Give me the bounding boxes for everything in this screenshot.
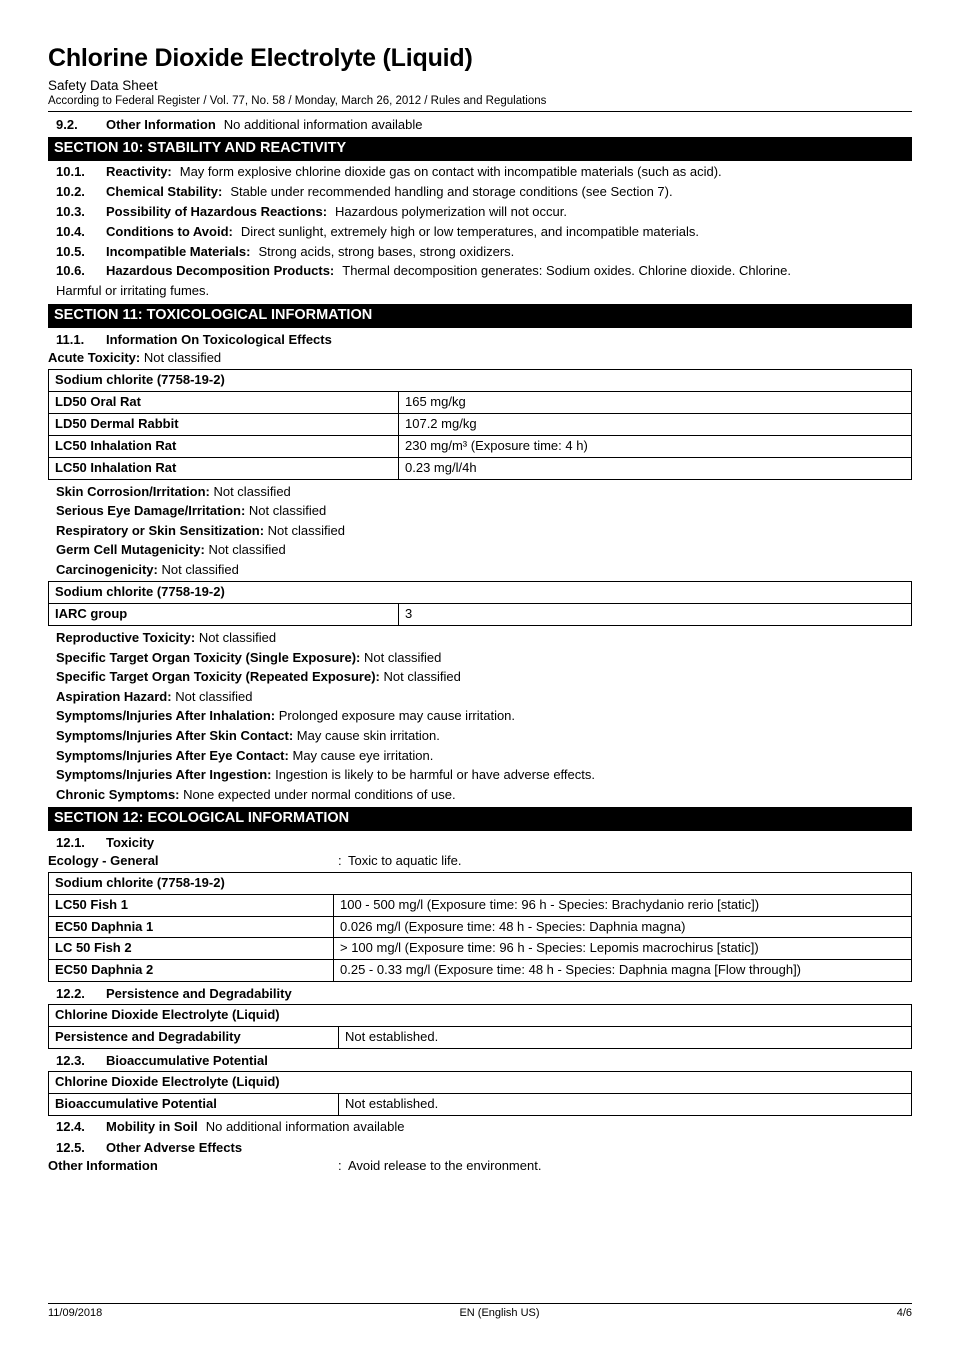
item-9-2-label: Other Information [106, 116, 216, 132]
item-12-1-number: 12.1. [56, 834, 85, 850]
item-9-2-number: 9.2. [56, 116, 78, 132]
table-row [49, 457, 912, 479]
footer-date: 11/09/2018 [48, 1307, 103, 1319]
ecology-general-colon: : [338, 852, 342, 868]
section-10-header: SECTION 10: STABILITY AND REACTIVITY [48, 137, 912, 161]
stot-single-label: Specific Target Organ Toxicity (Single Exposure): [56, 649, 361, 665]
item-12-2-label: Persistence and Degradability [106, 986, 292, 1002]
footer-page-number: 4/6 [896, 1307, 912, 1319]
aspiration-hazard-row [48, 688, 912, 706]
item-11-1-number: 11.1. [56, 331, 85, 347]
item-10-6-number: 10.6. [56, 263, 85, 279]
item-12-5 [48, 1140, 912, 1155]
regulation-reference: According to Federal Register / Vol. 77, No. 58 / Monday, March 26, 2012 / Rules and Regulations [48, 94, 547, 107]
item-12-2-number: 12.2. [56, 986, 85, 1002]
symptoms-eye-row [48, 747, 912, 765]
chronic-symptoms-label: Chronic Symptoms: [56, 786, 180, 802]
chronic-symptoms-row [48, 786, 912, 804]
item-12-4-number: 12.4. [56, 1118, 85, 1134]
sensitization-value: Not classified [267, 522, 345, 538]
item-10-5 [48, 244, 912, 261]
table-row [49, 894, 912, 916]
item-10-2-label: Chemical Stability: [106, 183, 223, 199]
table-cell-key: Bioaccumulative Potential [49, 1093, 339, 1115]
acute-toxicity-row [48, 349, 912, 367]
other-information-colon: : [338, 1157, 342, 1173]
item-10-6 [48, 263, 912, 280]
table-cell-value: > 100 mg/l (Exposure time: 96 h - Species: Lepomis macrochirus [static]) [334, 938, 912, 960]
table-row [49, 392, 912, 414]
item-12-4-value: No additional information available [205, 1118, 405, 1134]
item-12-5-label: Other Adverse Effects [106, 1139, 243, 1155]
ecology-general-value: Toxic to aquatic life. [348, 852, 462, 868]
iarc-table-caption: Sodium chlorite (7758-19-2) [49, 582, 912, 604]
item-10-6-label: Hazardous Decomposition Products: [106, 263, 335, 279]
aspiration-hazard-label: Aspiration Hazard: [56, 688, 172, 704]
eye-damage-row [48, 502, 912, 520]
item-10-1-label: Reactivity: [106, 163, 172, 179]
page-footer [48, 1303, 912, 1319]
table-row [49, 1005, 912, 1027]
table-cell-value: 230 mg/m³ (Exposure time: 4 h) [399, 435, 912, 457]
item-10-2-number: 10.2. [56, 183, 85, 199]
item-12-1 [48, 835, 912, 850]
symptoms-skin-label: Symptoms/Injuries After Skin Contact: [56, 728, 294, 743]
other-information-label: Other Information [48, 1157, 158, 1173]
item-12-3-label: Bioaccumulative Potential [106, 1052, 268, 1068]
item-12-5-number: 12.5. [56, 1139, 85, 1155]
table-cell-key: LC50 Inhalation Rat [49, 435, 399, 457]
table-row [49, 872, 912, 894]
item-12-2 [48, 986, 912, 1001]
ecotoxicity-table-caption: Sodium chlorite (7758-19-2) [49, 872, 912, 894]
skin-corrosion-row [48, 483, 912, 501]
table-cell-value: 0.23 mg/l/4h [399, 457, 912, 479]
item-12-1-label: Toxicity [106, 834, 155, 850]
item-10-4-label: Conditions to Avoid: [106, 223, 233, 239]
table-cell-value: 3 [399, 604, 912, 626]
table-cell-value: 0.25 - 0.33 mg/l (Exposure time: 48 h - Species: Daphnia magna [Flow through]) [334, 960, 912, 982]
item-9-2-value: No additional information available [223, 116, 423, 132]
skin-corrosion-label: Skin Corrosion/Irritation: [56, 483, 210, 499]
mutagenicity-row [48, 541, 912, 559]
iarc-table [48, 581, 912, 626]
item-10-6-value: Thermal decomposition generates: Sodium oxides. Chlorine dioxide. Chlorine. [342, 263, 791, 279]
toxicology-table [48, 369, 912, 479]
other-information-value: Avoid release to the environment. [348, 1157, 542, 1173]
symptoms-inhalation-row [48, 707, 912, 725]
table-row [49, 960, 912, 982]
table-row [49, 604, 912, 626]
symptoms-eye-value: May cause eye irritation. [292, 747, 434, 763]
table-cell-value: Not established. [339, 1093, 912, 1115]
persistence-table [48, 1004, 912, 1049]
item-12-3 [48, 1053, 912, 1068]
item-10-5-value: Strong acids, strong bases, strong oxidizers. [258, 243, 515, 259]
table-cell-key: LD50 Dermal Rabbit [49, 414, 399, 436]
toxicology-table-caption: Sodium chlorite (7758-19-2) [49, 370, 912, 392]
section-12-header: SECTION 12: ECOLOGICAL INFORMATION [48, 807, 912, 831]
bioaccumulative-table [48, 1071, 912, 1116]
item-10-1-value: May form explosive chlorine dioxide gas on contact with incompatible materials (such as acid). [179, 163, 722, 179]
symptoms-inhalation-value: Prolonged exposure may cause irritation. [278, 708, 516, 724]
item-10-2-value: Stable under recommended handling and storage conditions (see Section 7). [230, 183, 673, 199]
item-10-3 [48, 204, 912, 221]
item-10-3-label: Possibility of Hazardous Reactions: [106, 203, 328, 219]
carcinogenicity-row [48, 561, 912, 579]
stot-single-row [48, 649, 912, 667]
table-cell-key: IARC group [49, 604, 399, 626]
section-11-header: SECTION 11: TOXICOLOGICAL INFORMATION [48, 304, 912, 328]
symptoms-eye-label: Symptoms/Injuries After Eye Contact: [56, 747, 289, 763]
table-row [49, 938, 912, 960]
acute-toxicity-label: Acute Toxicity: [48, 349, 141, 365]
eye-damage-label: Serious Eye Damage/Irritation: [56, 503, 246, 519]
reproductive-toxicity-value: Not classified [198, 630, 277, 646]
symptoms-ingestion-label: Symptoms/Injuries After Ingestion: [56, 767, 272, 783]
page-title: Chlorine Dioxide Electrolyte (Liquid) [48, 44, 473, 72]
item-11-1 [48, 332, 912, 347]
footer-language: EN (English US) [459, 1307, 540, 1319]
eye-damage-value: Not classified [248, 503, 327, 519]
ecology-general-label: Ecology - General [48, 852, 159, 868]
item-10-3-value: Hazardous polymerization will not occur. [335, 203, 567, 219]
table-cell-key: EC50 Daphnia 1 [49, 916, 334, 938]
table-row [49, 414, 912, 436]
stot-repeated-row [48, 668, 912, 686]
mutagenicity-label: Germ Cell Mutagenicity: [56, 542, 205, 558]
item-10-5-number: 10.5. [56, 243, 85, 259]
symptoms-inhalation-label: Symptoms/Injuries After Inhalation: [56, 708, 276, 724]
item-10-1-number: 10.1. [56, 163, 85, 179]
table-cell-value: Not established. [339, 1027, 912, 1049]
table-row [49, 435, 912, 457]
item-10-5-label: Incompatible Materials: [106, 243, 251, 259]
header-divider [48, 111, 912, 112]
table-cell-key: LC50 Inhalation Rat [49, 457, 399, 479]
item-10-6-continuation: Harmful or irritating fumes. [56, 283, 210, 299]
symptoms-skin-value: May cause skin irritation. [296, 728, 440, 743]
symptoms-ingestion-row [48, 766, 912, 784]
skin-corrosion-value: Not classified [213, 483, 291, 499]
table-cell-key: LC50 Fish 1 [49, 894, 334, 916]
table-row [49, 370, 912, 392]
item-10-4-number: 10.4. [56, 223, 85, 239]
table-cell-key: Persistence and Degradability [49, 1027, 339, 1049]
ecotoxicity-table [48, 872, 912, 982]
table-row [49, 1071, 912, 1093]
table-cell-key: EC50 Daphnia 2 [49, 960, 334, 982]
table-row [49, 916, 912, 938]
table-cell-key: LD50 Oral Rat [49, 392, 399, 414]
table-row [49, 1027, 912, 1049]
item-12-4-label: Mobility in Soil [106, 1118, 198, 1134]
item-10-1 [48, 164, 912, 181]
sensitization-row [48, 522, 912, 540]
table-cell-value: 0.026 mg/l (Exposure time: 48 h - Species: Daphnia magna) [334, 916, 912, 938]
stot-repeated-label: Specific Target Organ Toxicity (Repeated Exposure): [56, 669, 380, 685]
item-11-1-label: Information On Toxicological Effects [106, 331, 332, 347]
item-12-4 [48, 1119, 912, 1136]
ecology-general-row [48, 853, 912, 868]
table-cell-key: LC 50 Fish 2 [49, 938, 334, 960]
table-cell-value: 107.2 mg/kg [399, 414, 912, 436]
item-10-4 [48, 224, 912, 241]
persistence-table-caption: Chlorine Dioxide Electrolyte (Liquid) [49, 1005, 912, 1027]
table-row [49, 582, 912, 604]
document-subtitle: Safety Data Sheet [48, 77, 158, 93]
stot-single-value: Not classified [363, 649, 442, 665]
carcinogenicity-value: Not classified [161, 561, 239, 577]
table-cell-value: 165 mg/kg [399, 392, 912, 414]
other-information-row [48, 1158, 912, 1173]
sensitization-label: Respiratory or Skin Sensitization: [56, 522, 265, 538]
item-10-3-number: 10.3. [56, 203, 85, 219]
reproductive-toxicity-label: Reproductive Toxicity: [56, 630, 196, 646]
bioaccumulative-table-caption: Chlorine Dioxide Electrolyte (Liquid) [49, 1071, 912, 1093]
item-10-4-value: Direct sunlight, extremely high or low temperatures, and incompatible materials. [240, 223, 699, 239]
symptoms-ingestion-value: Ingestion is likely to be harmful or have adverse effects. [275, 767, 595, 783]
table-cell-value: 100 - 500 mg/l (Exposure time: 96 h - Species: Brachydanio rerio [static]) [334, 894, 912, 916]
item-10-2 [48, 184, 912, 201]
item-12-3-number: 12.3. [56, 1052, 85, 1068]
reproductive-toxicity-row [48, 629, 912, 647]
acute-toxicity-value: Not classified [143, 349, 222, 365]
mutagenicity-value: Not classified [208, 542, 286, 558]
aspiration-hazard-value: Not classified [175, 688, 253, 704]
stot-repeated-value: Not classified [383, 669, 461, 685]
chronic-symptoms-value: None expected under normal conditions of use. [183, 786, 456, 802]
table-row [49, 1093, 912, 1115]
symptoms-skin-row [48, 727, 912, 745]
carcinogenicity-label: Carcinogenicity: [56, 561, 158, 577]
item-9-2 [48, 117, 912, 134]
